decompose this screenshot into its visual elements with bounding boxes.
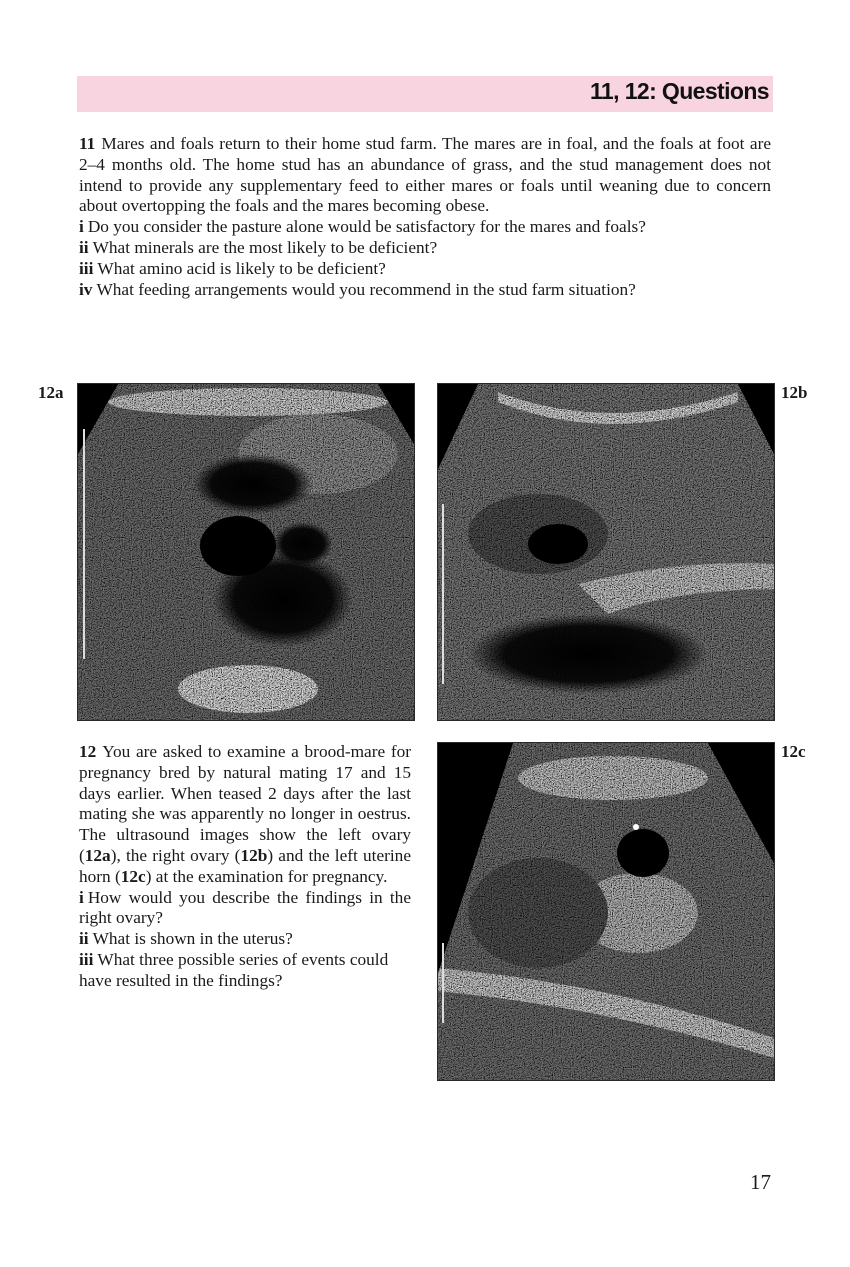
sub-question-text: What minerals are the most likely to be deficient? — [92, 237, 438, 257]
sub-question — [79, 929, 411, 950]
sub-question-text: What three possible series of events could have resulted in the findings? — [79, 949, 389, 990]
sub-question-number: ii — [79, 929, 89, 949]
question-11-intro — [79, 134, 771, 217]
figure-reference-12c: 12c — [120, 866, 146, 886]
sub-question-text: What amino acid is likely to be deficient? — [97, 258, 386, 278]
ultrasound-image-12c — [437, 742, 775, 1081]
sub-question-number: iv — [79, 279, 93, 299]
question-text: You are asked to examine a brood-mare for pregnancy bred by natural mating 17 and 15 days earlier. When teased 2 days after the last mating she was apparently no longer in oestrus. The ultrasound images show the left ovary ( — [79, 742, 411, 865]
figure-label-12b: 12b — [781, 383, 808, 402]
question-text: ) at the examination for pregnancy. — [145, 866, 388, 886]
ultrasound-image-12b — [437, 383, 775, 721]
sub-question-text: What feeding arrangements would you recommend in the stud farm situation? — [96, 279, 636, 299]
question-11 — [79, 134, 771, 300]
question-12-intro — [79, 742, 411, 888]
sub-question-number: iii — [79, 258, 94, 278]
sub-question — [79, 259, 771, 280]
figure-reference-12b: 12b — [240, 845, 268, 865]
sub-question — [79, 280, 771, 301]
sub-question-number: ii — [79, 237, 89, 257]
sub-question-number: i — [79, 887, 84, 907]
figure-reference-12a: 12a — [84, 845, 111, 865]
question-text: Mares and foals return to their home stud farm. The mares are in foal, and the foals at foot are 2–4 months old. The home stud has an abundance of grass, and the stud management does not intend to provide any supplementary feed to either mares or foals until weaning due to concern about overtopping the foals and the mares becoming obese. — [79, 134, 771, 216]
sub-question — [79, 950, 411, 992]
ultrasound-image-12a — [77, 383, 415, 721]
sub-question — [79, 238, 771, 259]
sub-question-number: iii — [79, 949, 94, 969]
figure-label-12c: 12c — [781, 742, 806, 761]
sub-question-text: Do you consider the pasture alone would be satisfactory for the mares and foals? — [87, 217, 646, 237]
question-number: 11 — [79, 134, 96, 153]
question-text: ), the right ovary ( — [110, 845, 241, 865]
sub-question-number: i — [79, 217, 84, 237]
page-number: 17 — [750, 1170, 771, 1194]
header-bar — [77, 76, 773, 112]
sub-question — [79, 217, 771, 238]
question-12 — [79, 742, 411, 992]
figure-label-12a: 12a — [38, 383, 64, 402]
question-number: 12 — [79, 742, 97, 761]
sub-question-text: What is shown in the uterus? — [92, 929, 293, 949]
sub-question-text: How would you describe the findings in the right ovary? — [79, 887, 411, 928]
sub-question — [79, 888, 411, 930]
question-text: ) and the left uterine horn ( — [79, 845, 411, 886]
page-title: 11, 12: Questions — [590, 78, 769, 104]
